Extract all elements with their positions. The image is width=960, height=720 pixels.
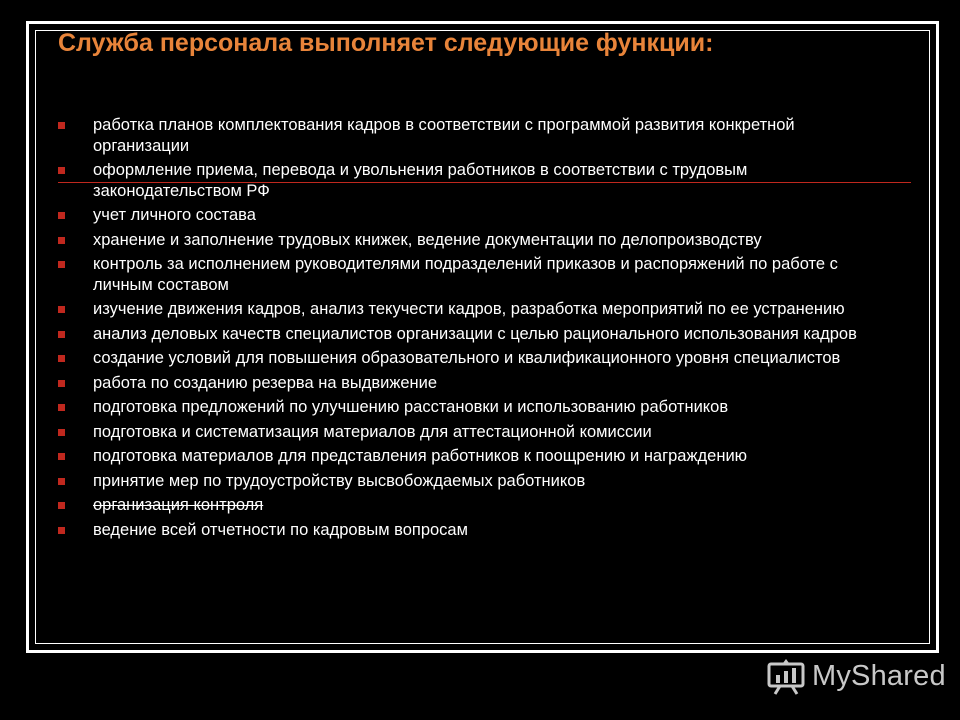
bullet-icon [58, 212, 65, 219]
list-item-text: принятие мер по трудоустройству высвобождаемых работников [93, 471, 586, 490]
list-item [55, 205, 895, 226]
list-item [55, 446, 895, 467]
list-item [55, 373, 895, 394]
bullet-icon [58, 380, 65, 387]
list-item-text: подготовка материалов для представления работников к поощрению и награждению [93, 447, 748, 465]
bullet-icon [58, 355, 65, 362]
list-item [55, 115, 895, 156]
bullet-icon [58, 167, 65, 174]
list-item-text: ведение всей отчетности по кадровым вопросам [93, 520, 468, 539]
bullet-icon [58, 261, 65, 268]
list-item-text: оформление приема, перевода и увольнения работников в соответствии с трудовым законодательством РФ [93, 161, 748, 200]
bullet-icon [58, 122, 65, 129]
bullet-icon [58, 527, 65, 534]
list-item-text: учет личного состава [93, 206, 256, 224]
list-item [55, 422, 895, 443]
list-item [55, 299, 895, 320]
list-item-text: работа по созданию резерва на выдвижение [93, 373, 438, 392]
list-item [55, 397, 895, 418]
list-item-text: подготовка и систематизация материалов для аттестационной комиссии [93, 422, 652, 441]
list-item [55, 160, 895, 201]
presentation-board-icon [766, 657, 806, 695]
list-item-text: организация контроля [93, 496, 264, 514]
list-item-text: создание условий для повышения образовательного и квалификационного уровня специалистов [93, 349, 841, 367]
list-item [55, 254, 895, 295]
function-list [55, 115, 895, 544]
list-item-text: хранение и заполнение трудовых книжек, ведение документации по делопроизводству [93, 230, 762, 249]
list-item [55, 471, 895, 492]
watermark-text: MyShared [812, 659, 946, 692]
bullet-icon [58, 453, 65, 460]
bullet-icon [58, 404, 65, 411]
bullet-icon [58, 429, 65, 436]
bullet-icon [58, 478, 65, 485]
list-item [55, 520, 895, 541]
list-item-text: работка планов комплектования кадров в соответствии с программой развития конкретной организации [93, 116, 795, 155]
list-item [55, 495, 895, 516]
bullet-icon [58, 306, 65, 313]
bullet-icon [58, 502, 65, 509]
list-item-text: подготовка предложений по улучшению расстановки и использованию работников [93, 398, 729, 416]
list-item-text: анализ деловых качеств специалистов организации с целью рационального использования кадров [93, 324, 857, 343]
list-item [55, 324, 895, 345]
myshared-watermark [766, 656, 946, 696]
list-item [55, 230, 895, 251]
list-item-text: контроль за исполнением руководителями подразделений приказов и распоряжений по работе с личным составом [93, 255, 838, 294]
list-item-text: изучение движения кадров, анализ текучести кадров, разработка мероприятий по ее устранению [93, 300, 845, 318]
list-item [55, 348, 895, 369]
bullet-icon [58, 237, 65, 244]
bullet-icon [58, 331, 65, 338]
slide-title: Служба персонала выполняет следующие функции: [58, 29, 714, 57]
